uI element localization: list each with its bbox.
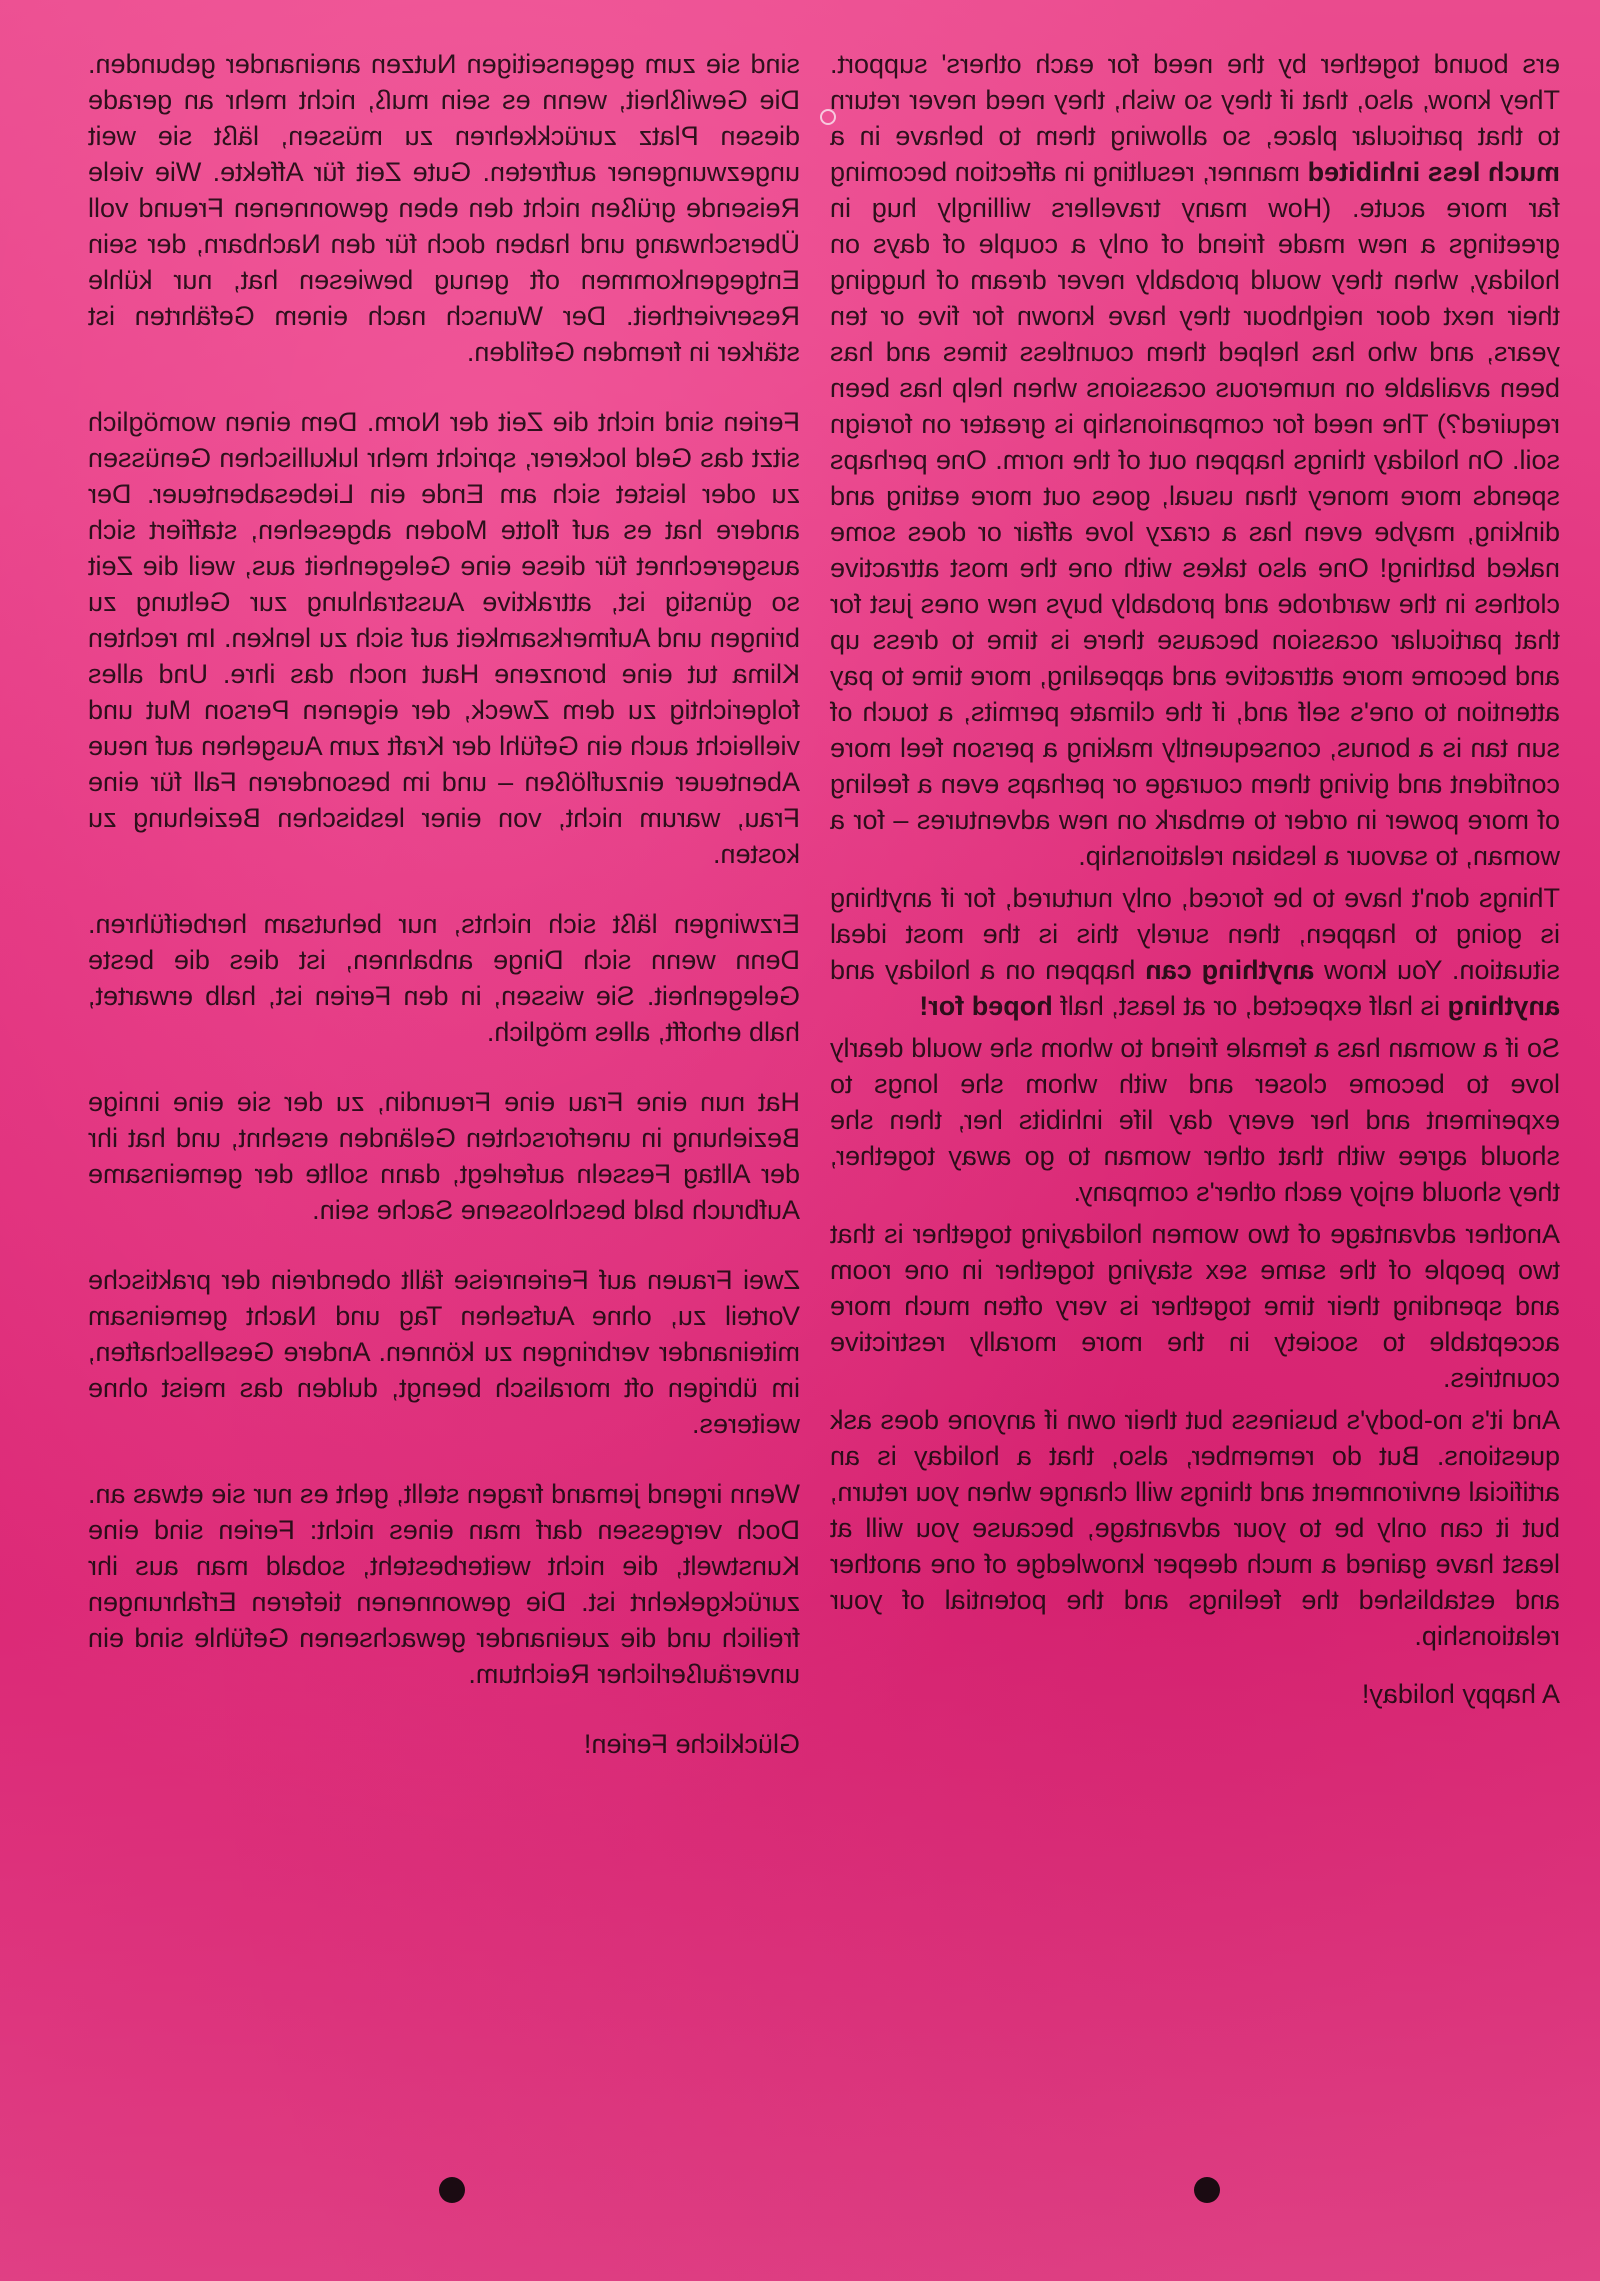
german-paragraph: Hat nun eine Frau eine Freundin, zu der sie eine innige Beziehung in unerforschten Geländen ersehnt, und hat ihr der Alltag Fesseln auferlegt, dann sollte der gemeinsame Aufbruch bald beschlossene Sache sein. bbox=[88, 1087, 800, 1225]
english-emphasis: anything can bbox=[1145, 955, 1315, 985]
punch-hole bbox=[1194, 2177, 1220, 2203]
english-emphasis: hoped for! bbox=[919, 991, 1053, 1021]
german-paragraph: Zwei Frauen auf Ferienreise fällt obendrein der praktische Vorteil zu, ohne Aufsehen Tag und Nacht gemeinsam miteinander verbringen zu können. Andere Gesellschaften, im übrigen oft moralisch beengt, dulden das meist ohne weiteres. bbox=[88, 1265, 800, 1439]
german-paragraph: sind sie zum gegenseitigen Nutzen aneinander gebunden. Die Gewißheit, wenn es sein muß, nicht mehr an gerade diesen Platz zurückkehren zu müssen, läßt sie weit ungezwungener auftreten. Gute Zeit für Affekte. Wie viele Reisende grüßen nicht den eben gewonnenen Freund voll Überschwang und haben doch für den Nachbarn, der sein Entgegenkommen oft genug bewiesen hat, nur kühle Reserviertheit. Der Wunsch nach einem Gefährten ist stärker in fremden Gefilden. bbox=[88, 49, 800, 367]
english-text-column bbox=[830, 46, 1560, 1718]
german-paragraph: Wenn irgend jemand fragen stellt, geht es nur sie etwas an. Doch vergessen darf man eines nicht: Ferien sind eine Kunstwelt, die nicht weiterbesteht, sobald man aus ihr zurückgekehrt ist. Die gewonnenen tieferen Erfahrungen freilich und die zueinander gewachsenen Gefühle sind ein unveräußerlicher Reichtum. bbox=[88, 1479, 800, 1689]
english-text: is half expected, or at least, half bbox=[1052, 991, 1448, 1021]
german-text-column bbox=[88, 46, 800, 1796]
english-closing: A happy holiday! bbox=[1361, 1679, 1560, 1709]
english-emphasis: anything bbox=[1447, 991, 1560, 1021]
english-text: ers bound together by the need for each others' support. They know, also, that if they so wish, they need never return to that particular place, so allowing them to behave in a bbox=[830, 49, 1560, 151]
english-emphasis: much less inhibited bbox=[1307, 157, 1560, 187]
german-closing: Glückliche Ferien! bbox=[583, 1729, 800, 1759]
english-paragraph: So if a woman has a female friend to whom she would dearly love to become closer and with whom she longs to experiment and her every day life inhibits her, then she should agree with that other woman to go away together, they should enjoy each other's company. bbox=[830, 1033, 1560, 1207]
english-paragraph bbox=[830, 46, 1560, 874]
punch-hole bbox=[439, 2177, 465, 2203]
print-speck bbox=[820, 109, 836, 125]
english-text: manner, resulting in affection becoming far more acute. (How many travellers willingly hug in greetings a new made friend of only a couple of days on holiday, when they would probably never dream of hugging their next door neighbour they have known for five or ten years, and who has helped them countless times and has been available on numerous ocassions when help has been required?) The need for companionship is greater on foreign soil. On holiday things happen out of the norm. One perhaps spends more money than usual, goes out more eating and dinking, maybe even has a crazy love affair or does some naked bathing! One also takes with one the most attractive clothes in the wardrobe and probably buys new ones just for that particular ocassion because there is time to dress up and become more attractive and appealing, more time to pay attention to one's self and, if the climate permits, a touch of sun tan is a bonus, consequently making a person feel more confident and giving them courage or perhaps even a feeling of more power in order to embark on new adventures – for a woman, to savour a lesbian relationship. bbox=[830, 157, 1560, 871]
german-paragraph: Ferien sind nicht die Zeit der Norm. Dem einen womöglich sitzt das Geld lockerer, spricht mehr lukullischen Genüssen zu oder leistet sich am Ende ein Liebesabenteuer. Der andere hat es auf flotte Moden abgesehen, staffiert sich ausgerechnet für diese eine Gelegenheit aus, weil die Zeit so günstig ist, attraktive Ausstrahlung zur Geltung zu bringen und Aufmerksamkeit auf sich zu lenken. Im rechten Klima tut eine bronzene Haut noch das ihre. Und alles folgerichtig zu dem Zweck, der eigenen Person Mut und vielleicht auch ein Gefühl der Kraft zum Ausgehen auf neue Abenteuer einzuflößen – und im besonderen Fall für eine Frau, warum nicht, von einer lesbischen Beziehung zu kosten. bbox=[88, 407, 800, 869]
english-paragraph: Another advantage of two women holidaying together is that two people of the same sex staying together in one room and spending their time together is very often much more acceptable to society in the more morally restrictive countries. bbox=[830, 1219, 1560, 1393]
english-paragraph: And it's no-body's business but their own if anyone does ask questions. But do remember, also, that a holiday is an artificial environment and things will change when you return, but it can only be to your advantage, because you will at least have gained a much deeper knowledge of one another and established the feelings and the potential of your relationship. bbox=[830, 1405, 1560, 1651]
german-paragraph: Erzwingen läßt sich nichts, nur behutsam herbeiführen. Denn wenn sich Dinge anbahnen, ist dies die beste Gelegenheit. Sie wissen, in den Ferien ist, halb erwartet, halb erhofft, alles möglich. bbox=[88, 909, 800, 1047]
english-paragraph bbox=[830, 880, 1560, 1024]
english-text: happen on a holiday and bbox=[830, 955, 1146, 985]
english-text: Things don't have to be forced, only nurtured, for if anything is going to happen, then surely this is the most ideal situation. You know bbox=[830, 883, 1560, 985]
